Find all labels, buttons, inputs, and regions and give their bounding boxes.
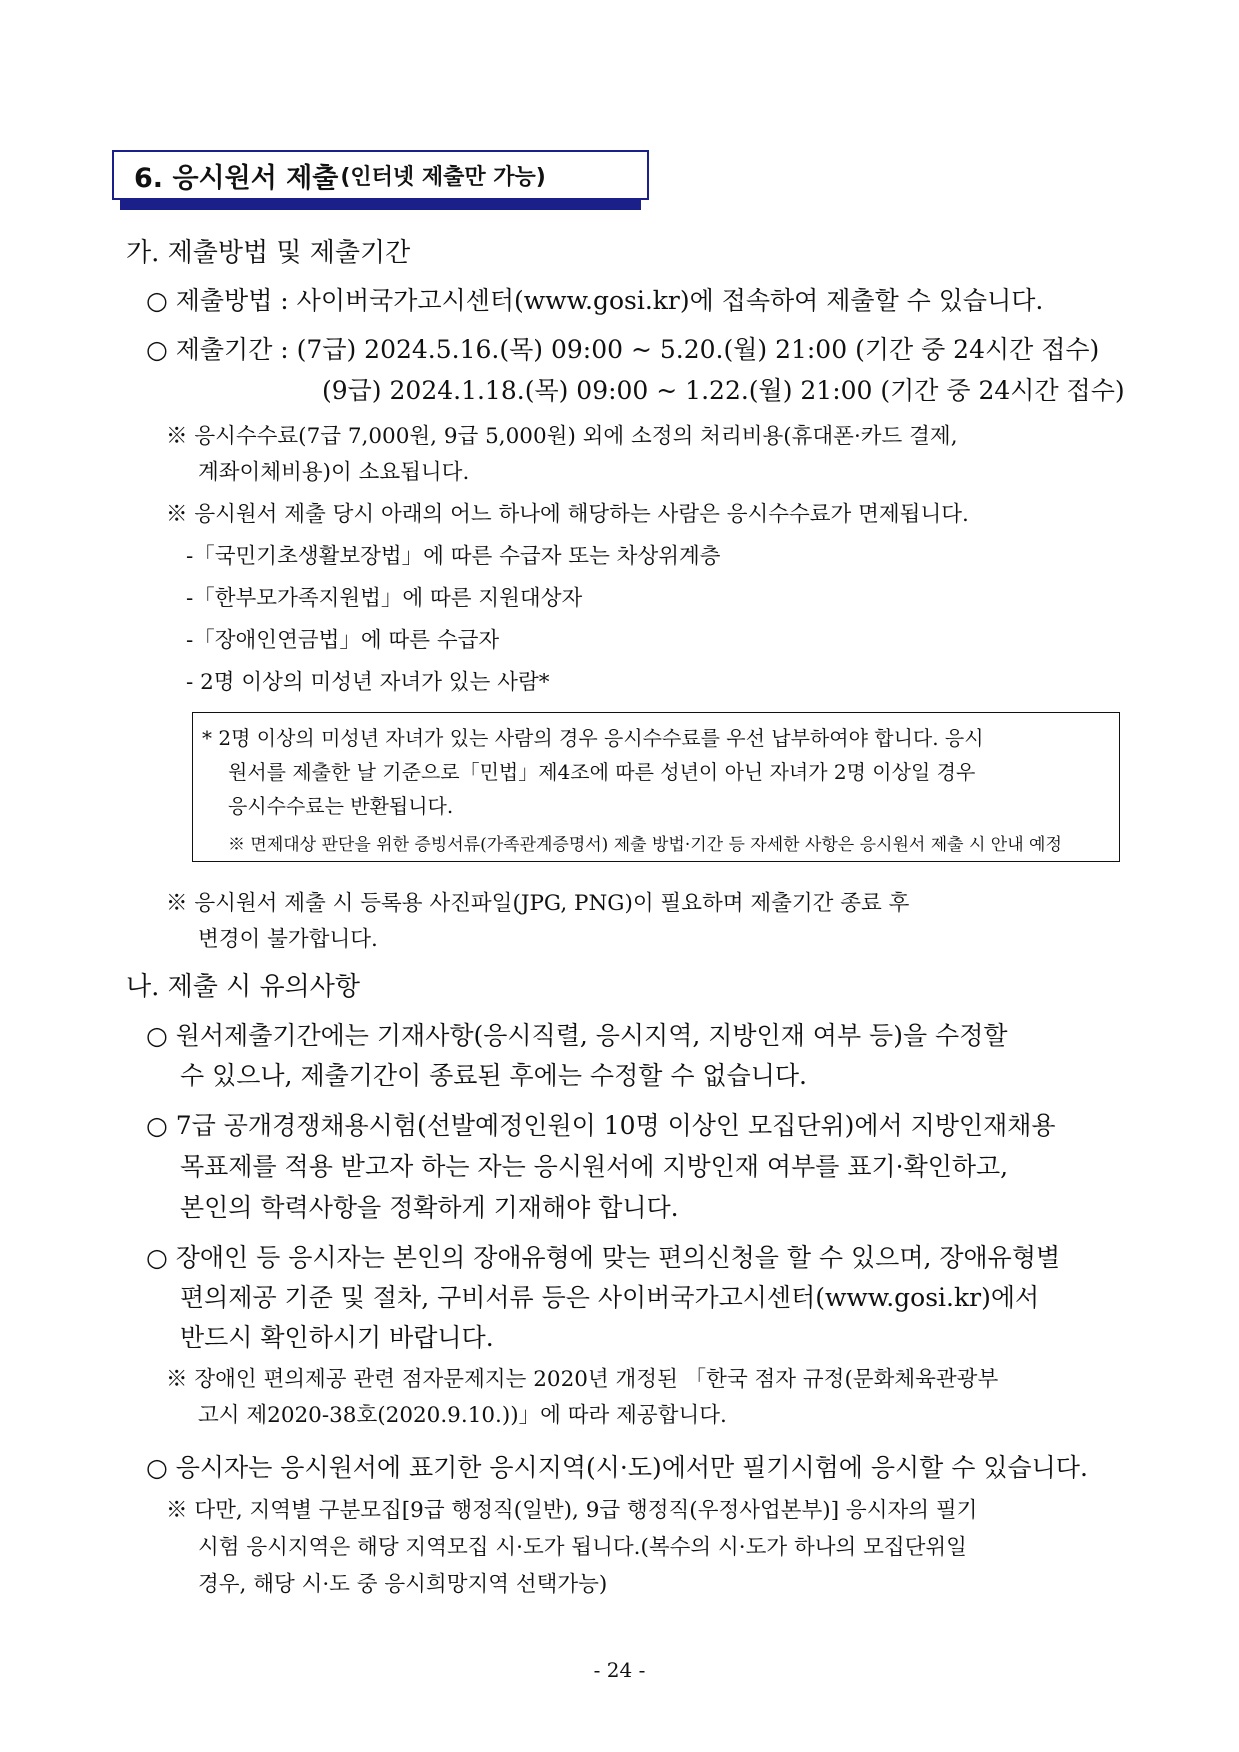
- exemption-note: ※ 응시원서 제출 당시 아래의 어느 하나에 해당하는 사람은 응시수수료가 면제됩니다.: [166, 502, 969, 527]
- note-box-line: * 2명 이상의 미성년 자녀가 있는 사람의 경우 응시수수료를 우선 납부하여야 합니다. 응시: [202, 726, 984, 750]
- page-number: - 24 -: [593, 1658, 646, 1682]
- caution-3-line3: 반드시 확인하시기 바랍니다.: [180, 1323, 494, 1352]
- title-frame: [112, 150, 649, 200]
- section-title: 6. 응시원서 제출: [134, 162, 339, 194]
- caution-2-line1: ○ 7급 공개경쟁채용시험(선발예정인원이 10명 이상인 모집단위)에서 지방인재채용: [146, 1111, 1056, 1140]
- caution-1-line2: 수 있으나, 제출기간이 종료된 후에는 수정할 수 없습니다.: [180, 1061, 807, 1090]
- caution-3-line1: ○ 장애인 등 응시자는 본인의 장애유형에 맞는 편의신청을 할 수 있으며, 장애유형별: [146, 1243, 1061, 1272]
- fee-note-line1: ※ 응시수수료(7급 7,000원, 9급 5,000원) 외에 소정의 처리비용(휴대폰·카드 결제,: [166, 424, 958, 449]
- photo-note-line2: 변경이 불가합니다.: [198, 927, 378, 952]
- section-title-box: [112, 150, 649, 200]
- caution-4: ○ 응시자는 응시원서에 표기한 응시지역(시·도)에서만 필기시험에 응시할 수 있습니다.: [146, 1453, 1088, 1482]
- subsection-heading-b: 나. 제출 시 유의사항: [126, 972, 360, 1002]
- caution-3-line2: 편의제공 기준 및 절차, 구비서류 등은 사이버국가고시센터(www.gosi.kr)에서: [180, 1283, 1040, 1312]
- submission-method: ○ 제출방법 : 사이버국가고시센터(www.gosi.kr)에 접속하여 제출할 수 있습니다.: [146, 286, 1044, 315]
- region-note-line1: ※ 다만, 지역별 구분모집[9급 행정직(일반), 9급 행정직(우정사업본부)] 응시자의 필기: [166, 1498, 978, 1523]
- braille-note-line1: ※ 장애인 편의제공 관련 점자문제지는 2020년 개정된 「한국 점자 규정(문화체육관광부: [166, 1367, 999, 1392]
- section-subtitle: (인터넷 제출만 가능): [340, 164, 546, 190]
- exemption-item: - 2명 이상의 미성년 자녀가 있는 사람*: [186, 670, 550, 695]
- submission-period-9: (9급) 2024.1.18.(목) 09:00 ~ 1.22.(월) 21:00 (기간 중 24시간 접수): [322, 376, 1125, 405]
- caution-2-line2: 목표제를 적용 받고자 하는 자는 응시원서에 지방인재 여부를 표기·확인하고,: [180, 1152, 1009, 1181]
- note-box-line: 응시수수료는 반환됩니다.: [228, 794, 454, 818]
- braille-note-line2: 고시 제2020-38호(2020.9.10.))」에 따라 제공합니다.: [198, 1403, 727, 1428]
- region-note-line2: 시험 응시지역은 해당 지역모집 시·도가 됩니다.(복수의 시·도가 하나의 모집단위일: [198, 1535, 967, 1560]
- exemption-item: -「한부모가족지원법」에 따른 지원대상자: [186, 586, 583, 611]
- caution-2-line3: 본인의 학력사항을 정확하게 기재해야 합니다.: [180, 1193, 679, 1222]
- caution-1-line1: ○ 원서제출기간에는 기재사항(응시직렬, 응시지역, 지방인재 여부 등)을 수정할: [146, 1021, 1008, 1050]
- note-box-line: 원서를 제출한 날 기준으로「민법」제4조에 따른 성년이 아닌 자녀가 2명 이상일 경우: [228, 760, 976, 784]
- photo-note-line1: ※ 응시원서 제출 시 등록용 사진파일(JPG, PNG)이 필요하며 제출기간 종료 후: [166, 891, 910, 916]
- fee-note-line2: 계좌이체비용)이 소요됩니다.: [198, 460, 470, 485]
- exemption-item: -「국민기초생활보장법」에 따른 수급자 또는 차상위계층: [186, 544, 721, 569]
- subsection-heading-a: 가. 제출방법 및 제출기간: [126, 238, 411, 268]
- region-note-line3: 경우, 해당 시·도 중 응시희망지역 선택가능): [198, 1572, 608, 1597]
- note-box-footnote: ※ 면제대상 판단을 위한 증빙서류(가족관계증명서) 제출 방법·기간 등 자세한 사항은 응시원서 제출 시 안내 예정: [228, 835, 1062, 855]
- submission-period-7: ○ 제출기간 : (7급) 2024.5.16.(목) 09:00 ~ 5.20.(월) 21:00 (기간 중 24시간 접수): [146, 335, 1100, 364]
- exemption-item: -「장애인연금법」에 따른 수급자: [186, 628, 500, 653]
